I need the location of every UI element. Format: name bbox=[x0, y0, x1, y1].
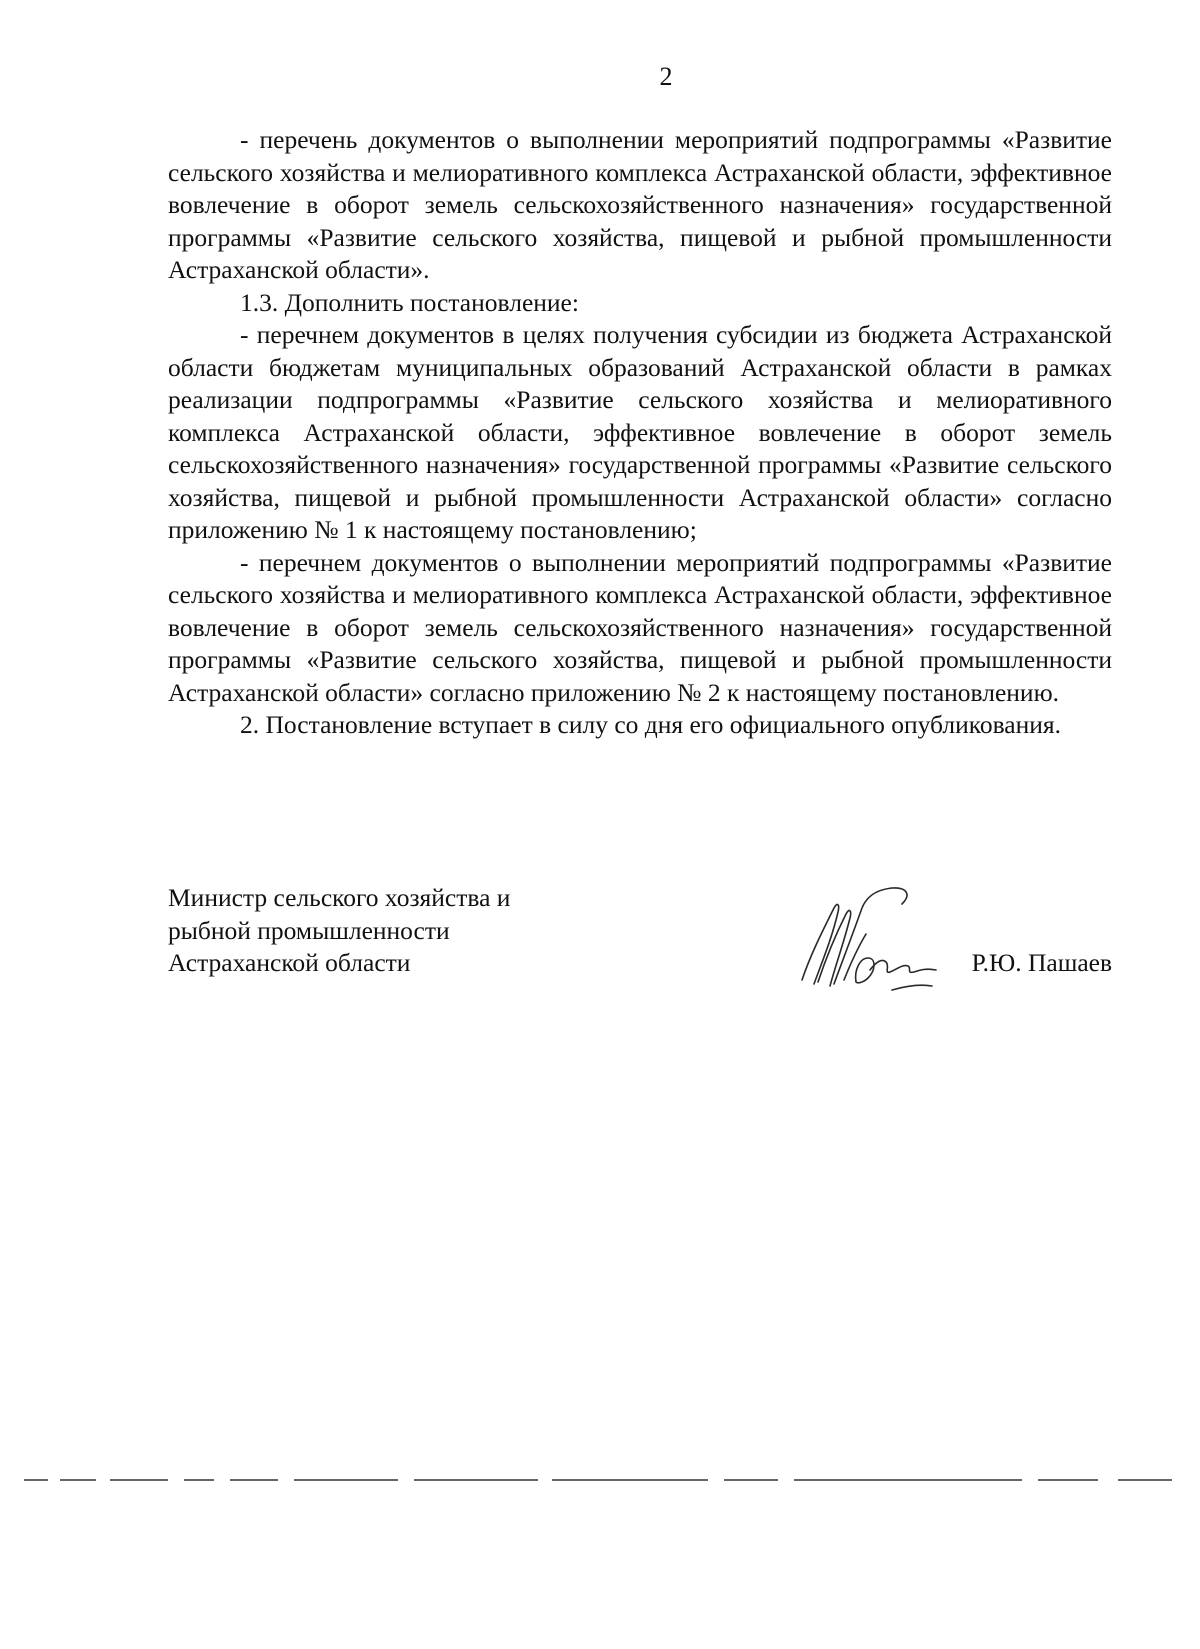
paragraph-document-list-item: - перечень документов о выполнении мероприятий подпрограммы «Развитие сельского хозяйства и мелиоративного комплекса Астраханской области, эффективное вовлечение в оборот земель сельскохозяйственного назначения» государственной программы «Развитие сельского хозяйства, пищевой и рыбной промышленности Астраханской области». bbox=[168, 125, 1112, 284]
page-divider bbox=[18, 1478, 1176, 1482]
signer-title-line: рыбной промышленности bbox=[168, 915, 450, 945]
paragraph-subsidy-documents-list: - перечнем документов в целях получения субсидии из бюджета Астраханской области бюджетам муниципальных образований Астраханской области в рамках реализации подпрограммы «Развитие сельского хозяйства и мелиоративного комплекса Астраханской области, эффективное вовлечение в оборот земель сельскохозяйственного назначения» государственной программы «Развитие сельского хозяйства, пищевой и рыбной промышленности Астраханской области» согласно приложению № 1 к настоящему постановлению; bbox=[168, 320, 1112, 544]
document-body bbox=[168, 124, 1112, 742]
paragraph-section-1-3: 1.3. Дополнить постановление: bbox=[240, 287, 579, 317]
signature-block bbox=[168, 882, 1112, 1022]
page-number: 2 bbox=[659, 62, 673, 91]
paragraph-activity-documents-list: - перечнем документов о выполнении мероприятий подпрограммы «Развитие сельского хозяйства и мелиоративного комплекса Астраханской области, эффективное вовлечение в оборот земель сельскохозяйственного назначения» государственной программы «Развитие сельского хозяйства, пищевой и рыбной промышленности Астраханской области» согласно приложению № 2 к настоящему постановлению. bbox=[168, 547, 1112, 707]
signer-title bbox=[168, 882, 510, 980]
handwritten-signature-icon bbox=[796, 886, 946, 1002]
signer-name: Р.Ю. Пашаев bbox=[971, 948, 1112, 977]
signer-title-line: Астраханской области bbox=[168, 948, 411, 977]
signer-title-line: Министр сельского хозяйства и bbox=[168, 883, 511, 912]
paragraph-effective-date: 2. Постановление вступает в силу со дня его официального опубликования. bbox=[240, 710, 1061, 739]
